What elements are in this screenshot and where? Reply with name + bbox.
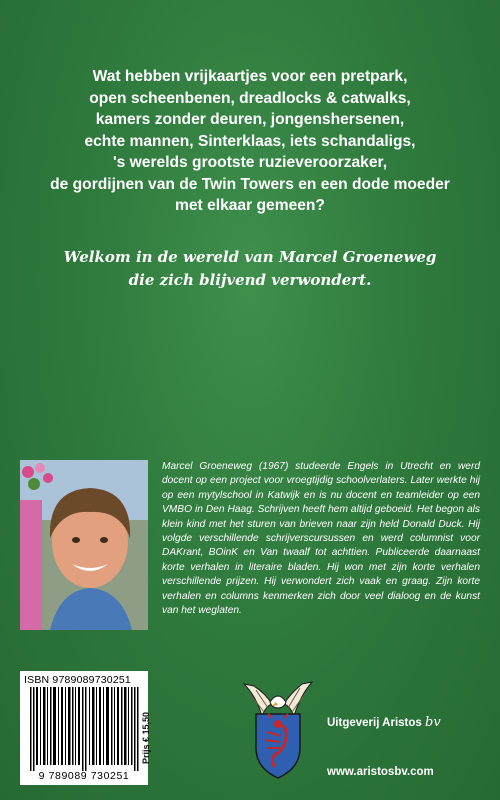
intro-line: open scheenbenen, dreadlocks & catwalks, (89, 89, 411, 107)
barcode-icon (20, 671, 148, 785)
intro-text (40, 66, 460, 217)
isbn-digits: 9 789089 730251 (38, 770, 130, 782)
intro-line: echte mannen, Sinterklaas, iets schandaligs, (84, 132, 416, 150)
eagle-shield-logo-icon (236, 672, 320, 784)
publisher-name (327, 715, 441, 730)
publisher-logo (236, 672, 320, 784)
isbn-label: ISBN 9789089730251 (24, 674, 131, 686)
intro-line: 's werelds grootste ruzieveroorzaker, (112, 154, 388, 171)
author-photo (20, 460, 148, 630)
intro-line: de gordijnen van de Twin Towers en een dode moeder (50, 175, 450, 193)
intro-line: met elkaar gemeen? (175, 197, 325, 214)
price-label: Prijs € 15,50 (141, 711, 151, 764)
welcome-text (40, 246, 460, 292)
author-portrait-icon (20, 460, 148, 630)
author-bio: Marcel Groeneweg (1967) studeerde Engels in Utrecht en werd docent op een project voor vroegtijdig schoolverlaters. Later werkte hij op een mytylschool in Katwijk en is nu docent en teamleider op een VMBO in Den Haag. Schrijven heeft hem altijd geboeid. Het begon als klein kind met het sturen van brieven naar zijn held Donald Duck. Hij volgde verschillende schrijverscursussen en werd columnist voor DAKrant, BOinK en Van twaalf tot achttien. Publiceerde daarnaast korte verhalen in literaire bladen. Hij won met zijn korte verhalen verschillende prijzen. Hij verwondert zich vaak en graag. Zijn korte verhalen en columns kenmerken zich door veel dialoog en de kunst van het weglaten. (162, 461, 480, 617)
welcome-line: Welkom in de wereld van Marcel Groeneweg (63, 248, 437, 266)
intro-line: Wat hebben vrijkaartjes voor een pretpark, (92, 68, 408, 85)
welcome-line: die zich blijvend verwondert. (128, 271, 372, 289)
publisher-suffix: bv (425, 715, 441, 730)
publisher-website[interactable]: www.aristosbv.com (327, 766, 434, 778)
intro-line: kamers zonder deuren, jongenshersenen, (95, 111, 405, 128)
barcode (20, 671, 148, 785)
publisher-name-text: Uitgeverij Aristos (327, 717, 422, 729)
